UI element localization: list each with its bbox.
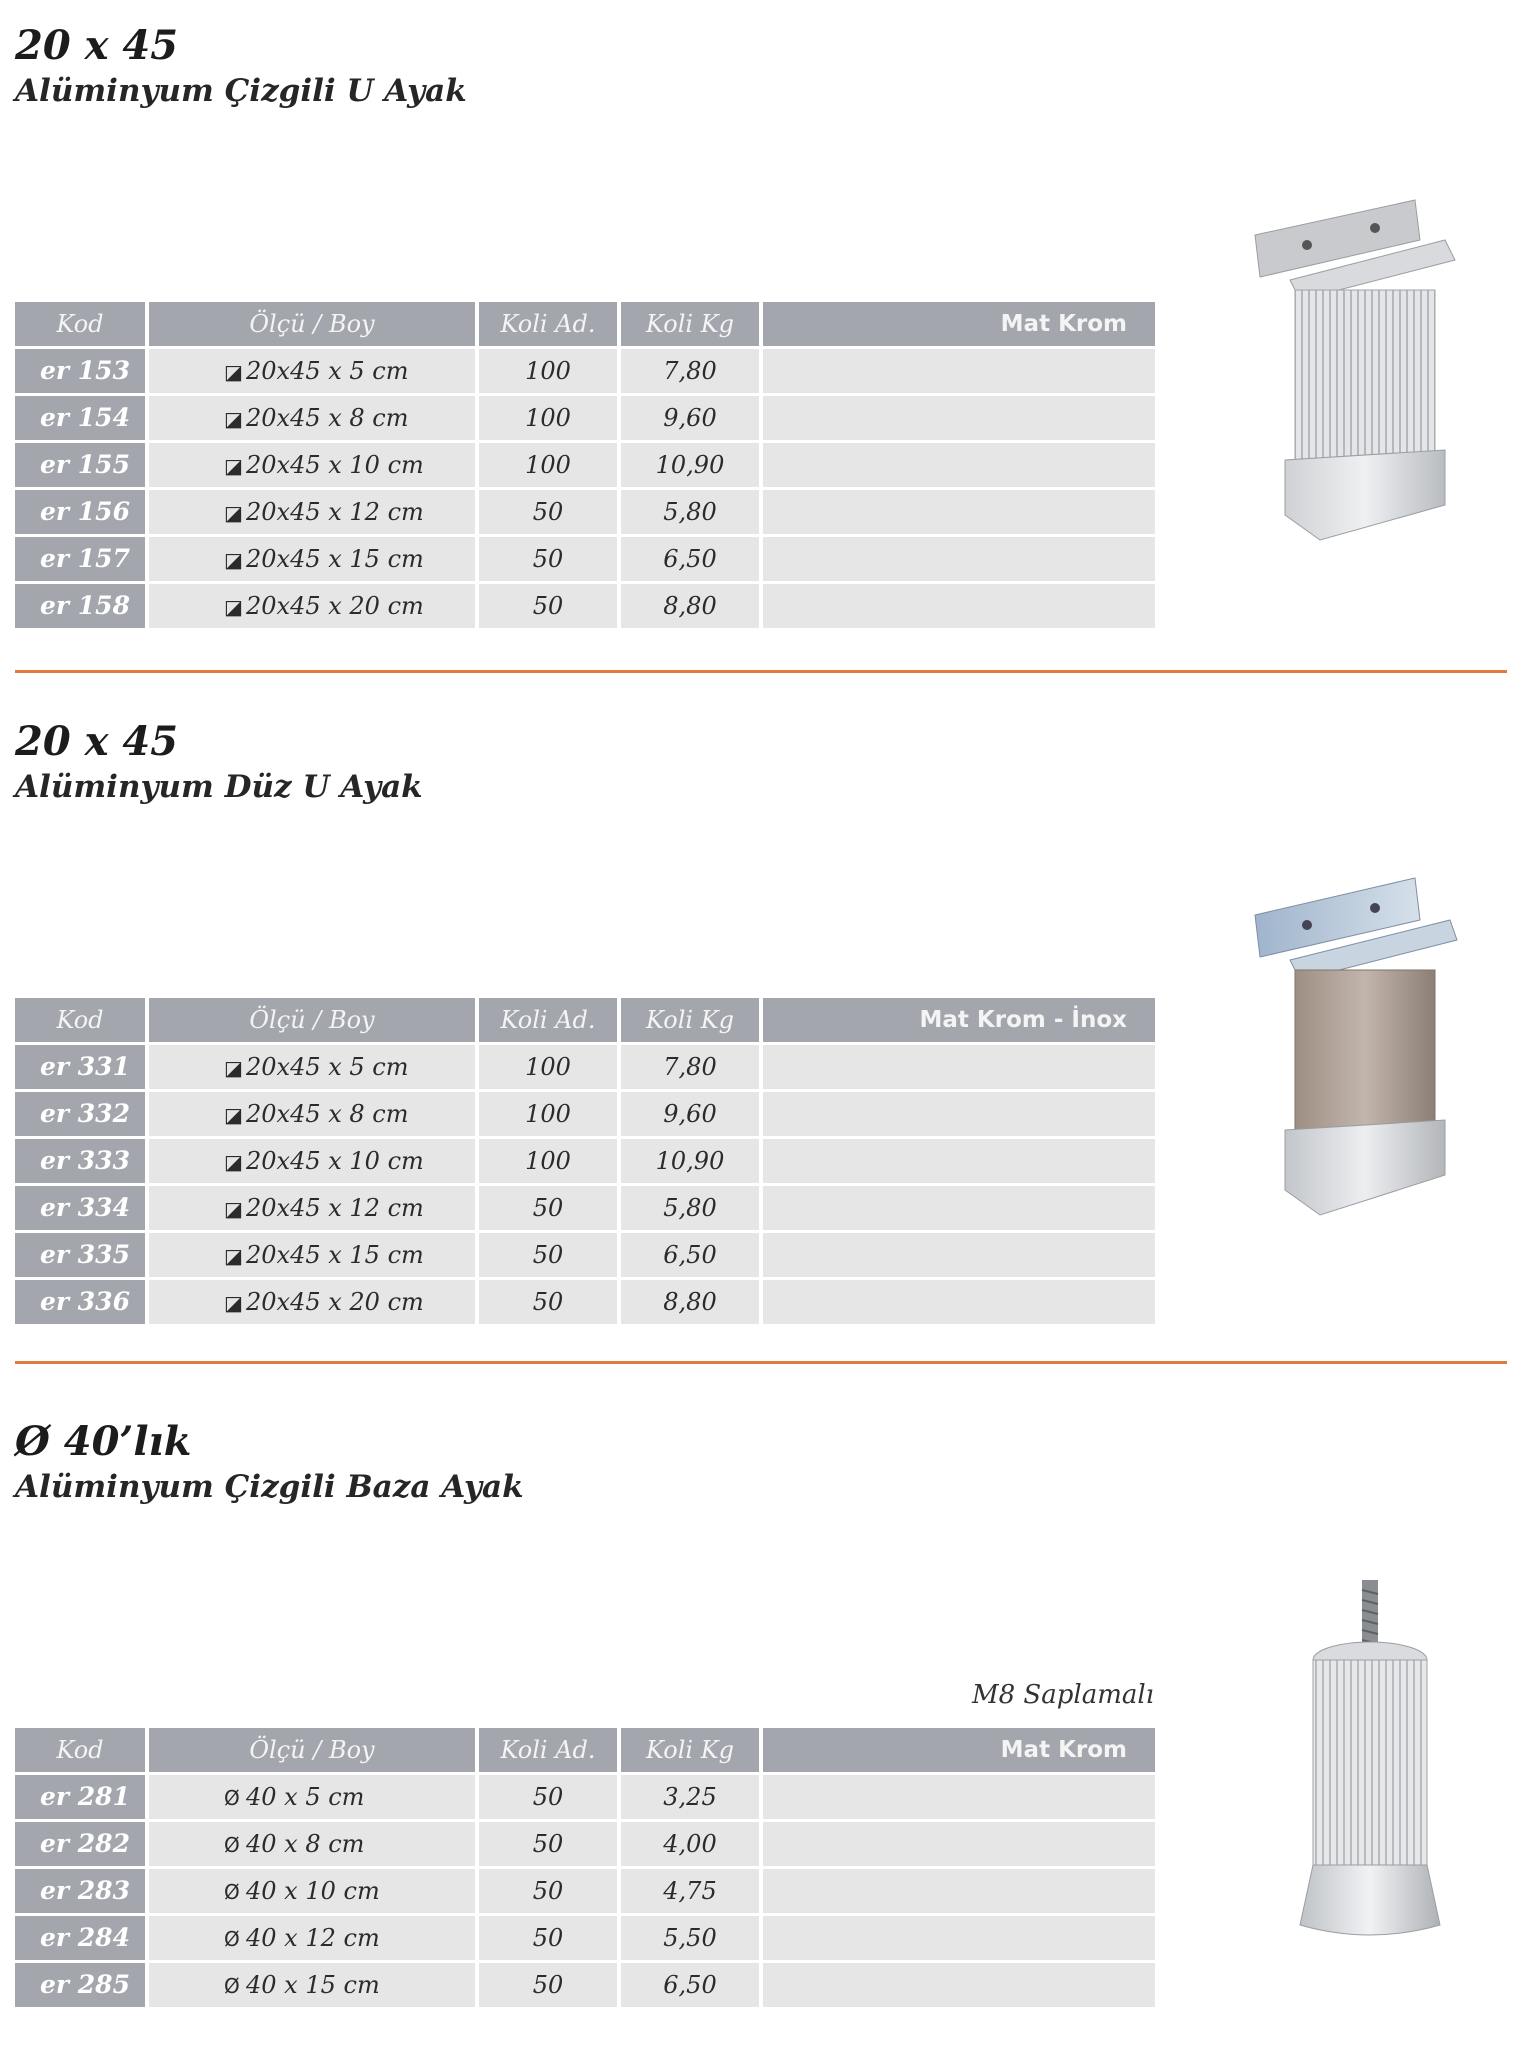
product-code: er 153 [15,349,145,393]
product-code: er 157 [15,537,145,581]
product-code: er 285 [15,1963,145,2007]
section-title: 20 x 45 [15,22,179,69]
dimension-cell [149,1963,475,2007]
dimension-cell [149,1775,475,1819]
dimension-cell [149,1045,475,1089]
table-row [15,1186,1155,1233]
box-weight: 5,50 [621,1916,759,1960]
box-weight: 8,80 [621,1280,759,1324]
dimension-value: 20x45 x 20 cm [246,592,424,620]
table-header [15,1728,1155,1775]
header-olcu: Ölçü / Boy [149,998,475,1042]
spec-note: M8 Saplamalı [972,1680,1154,1710]
table-row [15,490,1155,537]
dimension-symbol: ◪ [224,1197,243,1221]
header-koli-kg: Koli Kg [621,998,759,1042]
dimension-value: 40 x 15 cm [246,1971,380,1999]
dimension-value: 20x45 x 8 cm [246,404,409,432]
header-finish: Mat Krom - İnox [763,998,1155,1042]
product-code: er 333 [15,1139,145,1183]
dimension-symbol: ◪ [224,1244,243,1268]
dimension-cell [149,396,475,440]
box-weight: 5,80 [621,1186,759,1230]
dimension-symbol: ◪ [224,595,243,619]
finish-cell [763,1186,1155,1230]
header-olcu: Ölçü / Boy [149,302,475,346]
dimension-symbol: Ø [224,1880,240,1904]
header-kod: Kod [15,1728,145,1772]
header-koli-ad: Koli Ad. [479,302,617,346]
header-koli-kg: Koli Kg [621,302,759,346]
dimension-value: 40 x 8 cm [246,1830,365,1858]
table-row [15,1775,1155,1822]
dimension-cell [149,1092,475,1136]
dimension-cell [149,1822,475,1866]
box-quantity: 100 [479,1045,617,1089]
box-quantity: 50 [479,1963,617,2007]
header-kod: Kod [15,998,145,1042]
table-row [15,1869,1155,1916]
section-divider [15,1361,1507,1364]
product-section-1 [0,0,1525,680]
dimension-value: 20x45 x 12 cm [246,1194,424,1222]
finish-cell [763,1775,1155,1819]
table-row [15,1045,1155,1092]
box-quantity: 100 [479,1139,617,1183]
box-weight: 9,60 [621,396,759,440]
box-weight: 10,90 [621,443,759,487]
dimension-symbol: ◪ [224,548,243,572]
finish-cell [763,1869,1155,1913]
dimension-symbol: ◪ [224,501,243,525]
dimension-value: 20x45 x 15 cm [246,1241,424,1269]
dimension-value: 20x45 x 10 cm [246,1147,424,1175]
header-finish: Mat Krom [763,1728,1155,1772]
ribbed-round-bed-leg-image [1280,1580,1460,1940]
product-code: er 336 [15,1280,145,1324]
dimension-value: 20x45 x 5 cm [246,357,409,385]
dimension-value: 20x45 x 12 cm [246,498,424,526]
dimension-symbol: Ø [224,1833,240,1857]
dimension-cell [149,584,475,628]
header-koli-ad: Koli Ad. [479,1728,617,1772]
table-row [15,1139,1155,1186]
product-code: er 281 [15,1775,145,1819]
dimension-cell [149,1233,475,1277]
box-quantity: 100 [479,1092,617,1136]
dimension-value: 40 x 5 cm [246,1783,365,1811]
finish-cell [763,349,1155,393]
header-finish: Mat Krom [763,302,1155,346]
box-weight: 4,75 [621,1869,759,1913]
dimension-symbol: ◪ [224,1150,243,1174]
table-row [15,1822,1155,1869]
finish-cell [763,1822,1155,1866]
finish-cell [763,1280,1155,1324]
box-weight: 6,50 [621,1233,759,1277]
box-quantity: 50 [479,537,617,581]
table-row [15,349,1155,396]
dimension-cell [149,349,475,393]
header-koli-ad: Koli Ad. [479,998,617,1042]
dimension-cell [149,490,475,534]
product-code: er 155 [15,443,145,487]
table-row [15,1963,1155,2010]
product-code: er 282 [15,1822,145,1866]
product-table [15,302,1155,631]
dimension-value: 40 x 10 cm [246,1877,380,1905]
dimension-value: 40 x 12 cm [246,1924,380,1952]
box-weight: 6,50 [621,1963,759,2007]
box-weight: 4,00 [621,1822,759,1866]
section-subtitle: Alüminyum Çizgili U Ayak [15,73,467,109]
section-subtitle: Alüminyum Çizgili Baza Ayak [15,1469,524,1505]
finish-cell [763,443,1155,487]
finish-cell [763,490,1155,534]
flat-u-bracket-leg-image [1245,875,1475,1225]
table-row [15,537,1155,584]
finish-cell [763,1963,1155,2007]
product-code: er 283 [15,1869,145,1913]
box-quantity: 50 [479,1233,617,1277]
box-weight: 6,50 [621,537,759,581]
product-section-3 [0,1380,1525,2050]
table-row [15,1092,1155,1139]
dimension-cell [149,1916,475,1960]
dimension-cell [149,1139,475,1183]
finish-cell [763,396,1155,440]
dimension-cell [149,1186,475,1230]
box-quantity: 100 [479,443,617,487]
product-code: er 158 [15,584,145,628]
box-weight: 5,80 [621,490,759,534]
dimension-cell [149,443,475,487]
finish-cell [763,584,1155,628]
box-quantity: 50 [479,1916,617,1960]
dimension-symbol: ◪ [224,1056,243,1080]
finish-cell [763,537,1155,581]
dimension-symbol: Ø [224,1786,240,1810]
ribbed-u-bracket-leg-image [1245,195,1475,545]
product-code: er 335 [15,1233,145,1277]
section-title: 20 x 45 [15,718,179,765]
dimension-cell [149,537,475,581]
table-header [15,998,1155,1045]
dimension-value: 20x45 x 20 cm [246,1288,424,1316]
product-code: er 154 [15,396,145,440]
product-code: er 284 [15,1916,145,1960]
product-section-2 [0,680,1525,1380]
product-code: er 156 [15,490,145,534]
dimension-value: 20x45 x 15 cm [246,545,424,573]
product-code: er 332 [15,1092,145,1136]
header-olcu: Ölçü / Boy [149,1728,475,1772]
box-weight: 10,90 [621,1139,759,1183]
dimension-symbol: ◪ [224,1103,243,1127]
dimension-cell [149,1869,475,1913]
box-weight: 8,80 [621,584,759,628]
product-table [15,1728,1155,2010]
dimension-symbol: ◪ [224,1291,243,1315]
finish-cell [763,1139,1155,1183]
table-row [15,396,1155,443]
finish-cell [763,1916,1155,1960]
box-quantity: 50 [479,1775,617,1819]
section-divider [15,670,1507,673]
box-weight: 7,80 [621,349,759,393]
finish-cell [763,1092,1155,1136]
dimension-value: 20x45 x 5 cm [246,1053,409,1081]
dimension-symbol: ◪ [224,454,243,478]
box-quantity: 50 [479,1280,617,1324]
header-kod: Kod [15,302,145,346]
header-koli-kg: Koli Kg [621,1728,759,1772]
product-table [15,998,1155,1327]
dimension-symbol: Ø [224,1927,240,1951]
table-row [15,1916,1155,1963]
box-quantity: 50 [479,1869,617,1913]
box-quantity: 100 [479,349,617,393]
dimension-value: 20x45 x 8 cm [246,1100,409,1128]
table-header [15,302,1155,349]
box-quantity: 50 [479,584,617,628]
box-quantity: 50 [479,1822,617,1866]
section-title: Ø 40’lık [15,1418,192,1465]
box-quantity: 50 [479,1186,617,1230]
dimension-symbol: Ø [224,1974,240,1998]
box-quantity: 50 [479,490,617,534]
table-row [15,443,1155,490]
finish-cell [763,1045,1155,1089]
dimension-symbol: ◪ [224,360,243,384]
dimension-cell [149,1280,475,1324]
table-row [15,1233,1155,1280]
finish-cell [763,1233,1155,1277]
box-weight: 7,80 [621,1045,759,1089]
table-row [15,584,1155,631]
section-subtitle: Alüminyum Düz U Ayak [15,769,423,805]
table-row [15,1280,1155,1327]
box-quantity: 100 [479,396,617,440]
product-code: er 334 [15,1186,145,1230]
dimension-value: 20x45 x 10 cm [246,451,424,479]
box-weight: 9,60 [621,1092,759,1136]
product-code: er 331 [15,1045,145,1089]
dimension-symbol: ◪ [224,407,243,431]
box-weight: 3,25 [621,1775,759,1819]
